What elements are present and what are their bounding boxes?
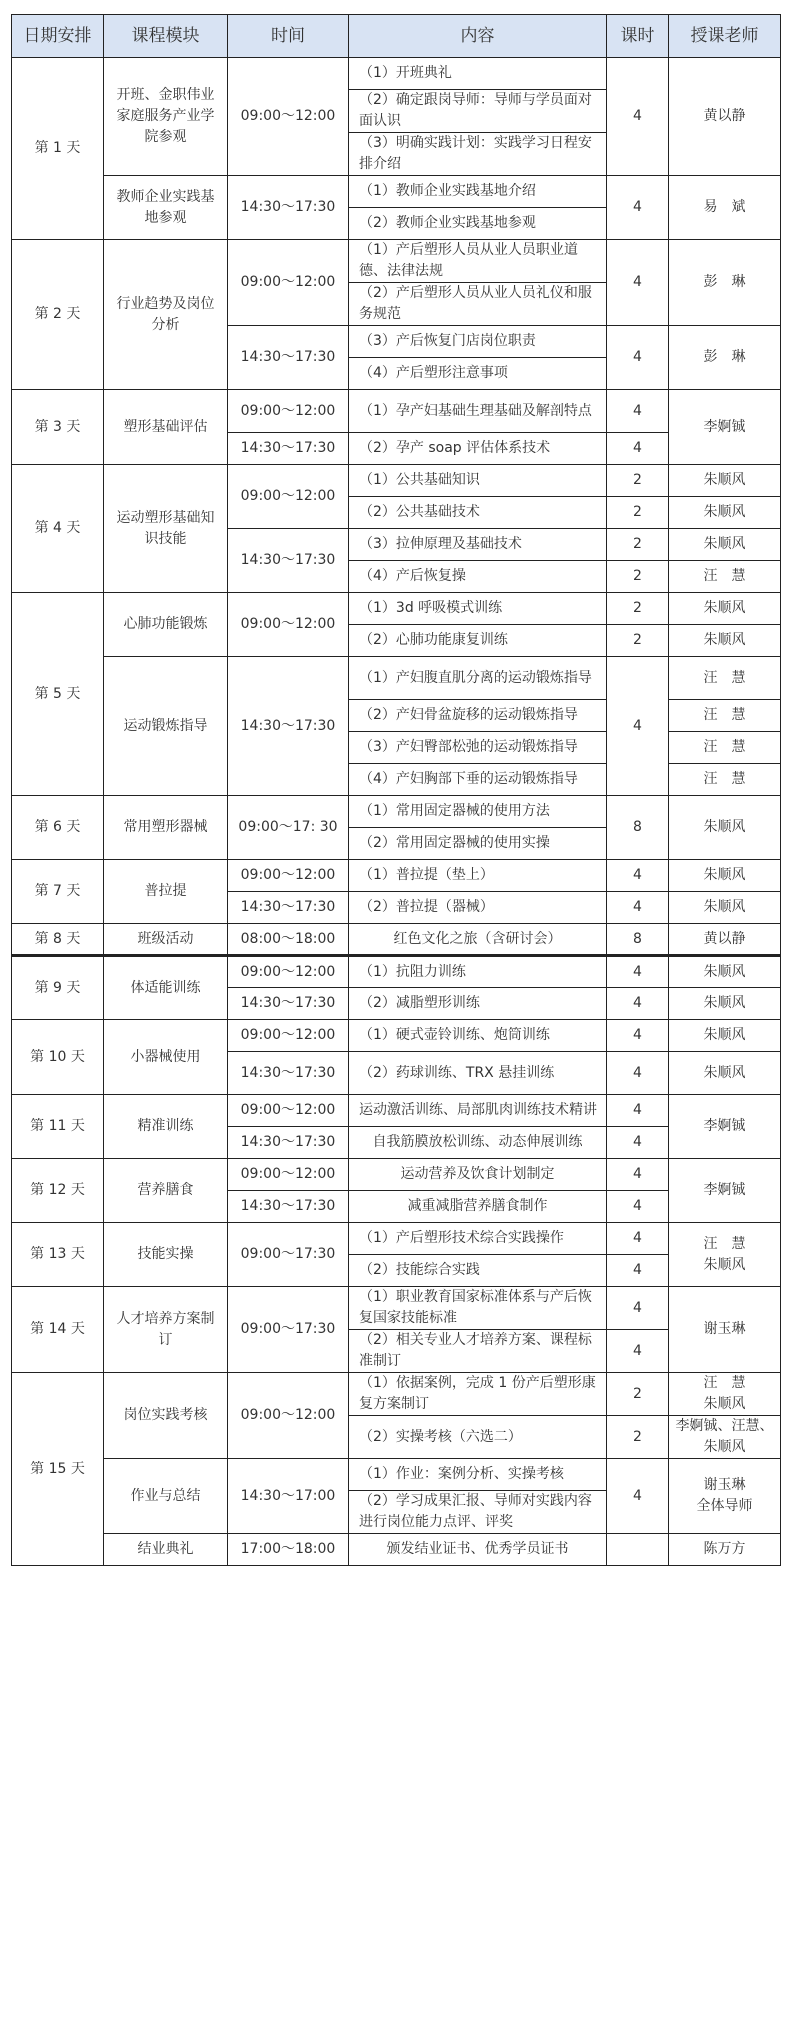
module-cell: 结业典礼 bbox=[104, 1534, 228, 1566]
content-cell: （2）普拉提（器械） bbox=[349, 892, 607, 924]
teacher-cell: 陈万方 bbox=[669, 1534, 781, 1566]
teacher-cell: 谢玉琳 全体导师 bbox=[669, 1459, 781, 1534]
module-cell: 运动锻炼指导 bbox=[104, 657, 228, 796]
hours-cell: 2 bbox=[607, 529, 669, 561]
content-cell: （1）公共基础知识 bbox=[349, 465, 607, 497]
teacher-cell: 谢玉琳 bbox=[669, 1287, 781, 1373]
time-cell: 14:30～17:30 bbox=[228, 1191, 349, 1223]
teacher-cell: 朱顺风 bbox=[669, 956, 781, 988]
time-cell: 09:00～12:00 bbox=[228, 593, 349, 657]
hours-cell: 4 bbox=[607, 390, 669, 433]
module-cell: 常用塑形器械 bbox=[104, 796, 228, 860]
teacher-cell: 朱顺风 bbox=[669, 988, 781, 1020]
teacher-cell: 汪 慧 朱顺风 bbox=[669, 1223, 781, 1287]
teacher-cell: 朱顺风 bbox=[669, 892, 781, 924]
hours-cell: 2 bbox=[607, 561, 669, 593]
content-cell: （2）公共基础技术 bbox=[349, 497, 607, 529]
teacher-cell: 朱顺风 bbox=[669, 1052, 781, 1095]
day-cell: 第 13 天 bbox=[12, 1223, 104, 1287]
table-row bbox=[12, 924, 781, 956]
day-cell: 第 10 天 bbox=[12, 1020, 104, 1095]
table-row bbox=[12, 1095, 781, 1127]
content-cell: （4）产后塑形注意事项 bbox=[349, 358, 607, 390]
hours-cell: 4 bbox=[607, 433, 669, 465]
content-cell: （1）职业教育国家标准体系与产后恢复国家技能标准 bbox=[349, 1287, 607, 1330]
table-row bbox=[12, 176, 781, 208]
content-cell: 减重减脂营养膳食制作 bbox=[349, 1191, 607, 1223]
module-cell: 普拉提 bbox=[104, 860, 228, 924]
module-cell: 开班、金职伟业家庭服务产业学院参观 bbox=[104, 58, 228, 176]
day-cell: 第 4 天 bbox=[12, 465, 104, 593]
schedule-body bbox=[12, 58, 781, 1566]
content-cell: （1）开班典礼 bbox=[349, 58, 607, 90]
teacher-cell: 朱顺风 bbox=[669, 860, 781, 892]
teacher-cell: 李婀铖、汪慧、朱顺风 bbox=[669, 1416, 781, 1459]
content-cell: （2）产妇骨盆旋移的运动锻炼指导 bbox=[349, 700, 607, 732]
time-cell: 14:30～17:30 bbox=[228, 892, 349, 924]
time-cell: 14:30～17:30 bbox=[228, 1127, 349, 1159]
time-cell: 14:30～17:30 bbox=[228, 326, 349, 390]
module-cell: 班级活动 bbox=[104, 924, 228, 956]
content-cell: （2）技能综合实践 bbox=[349, 1255, 607, 1287]
teacher-cell: 李婀铖 bbox=[669, 1095, 781, 1159]
day-cell: 第 11 天 bbox=[12, 1095, 104, 1159]
time-cell: 09:00～12:00 bbox=[228, 58, 349, 176]
hours-cell: 2 bbox=[607, 1416, 669, 1459]
hours-cell: 4 bbox=[607, 1020, 669, 1052]
hours-cell: 4 bbox=[607, 1127, 669, 1159]
module-cell: 运动塑形基础知识技能 bbox=[104, 465, 228, 593]
teacher-cell: 朱顺风 bbox=[669, 593, 781, 625]
teacher-cell: 朱顺风 bbox=[669, 465, 781, 497]
module-cell: 岗位实践考核 bbox=[104, 1373, 228, 1459]
content-cell: （1）抗阻力训练 bbox=[349, 956, 607, 988]
teacher-cell: 汪 慧 bbox=[669, 657, 781, 700]
table-header-row bbox=[12, 15, 781, 58]
hours-cell: 8 bbox=[607, 924, 669, 956]
header-content: 内容 bbox=[349, 15, 607, 58]
content-cell: 自我筋膜放松训练、动态伸展训练 bbox=[349, 1127, 607, 1159]
hours-cell: 2 bbox=[607, 497, 669, 529]
module-cell: 人才培养方案制订 bbox=[104, 1287, 228, 1373]
module-cell: 体适能训练 bbox=[104, 956, 228, 1020]
content-cell: 运动营养及饮食计划制定 bbox=[349, 1159, 607, 1191]
hours-cell: 4 bbox=[607, 657, 669, 796]
content-cell: （3）产后恢复门店岗位职责 bbox=[349, 326, 607, 358]
teacher-cell: 朱顺风 bbox=[669, 796, 781, 860]
day-cell: 第 12 天 bbox=[12, 1159, 104, 1223]
time-cell: 14:30～17:30 bbox=[228, 529, 349, 593]
hours-cell: 4 bbox=[607, 860, 669, 892]
time-cell: 09:00～17:30 bbox=[228, 1223, 349, 1287]
content-cell: （1）3d 呼吸模式训练 bbox=[349, 593, 607, 625]
teacher-cell: 李婀铖 bbox=[669, 390, 781, 465]
content-cell: （2）教师企业实践基地参观 bbox=[349, 208, 607, 240]
hours-cell: 4 bbox=[607, 1459, 669, 1534]
day-cell: 第 6 天 bbox=[12, 796, 104, 860]
table-row bbox=[12, 1159, 781, 1191]
table-row bbox=[12, 796, 781, 828]
table-row bbox=[12, 58, 781, 90]
teacher-cell: 汪 慧 bbox=[669, 700, 781, 732]
content-cell: 运动激活训练、局部肌肉训练技术精讲 bbox=[349, 1095, 607, 1127]
module-cell: 行业趋势及岗位分析 bbox=[104, 240, 228, 390]
teacher-cell: 黄以静 bbox=[669, 924, 781, 956]
teacher-cell: 彭 琳 bbox=[669, 326, 781, 390]
time-cell: 14:30～17:30 bbox=[228, 657, 349, 796]
time-cell: 14:30～17:00 bbox=[228, 1459, 349, 1534]
day-cell: 第 7 天 bbox=[12, 860, 104, 924]
day-cell: 第 15 天 bbox=[12, 1373, 104, 1566]
content-cell: （3）明确实践计划：实践学习日程安排介绍 bbox=[349, 133, 607, 176]
hours-cell: 4 bbox=[607, 1052, 669, 1095]
header-module: 课程模块 bbox=[104, 15, 228, 58]
content-cell: （4）产妇胸部下垂的运动锻炼指导 bbox=[349, 764, 607, 796]
content-cell: （2）药球训练、TRX 悬挂训练 bbox=[349, 1052, 607, 1095]
content-cell: （1）教师企业实践基地介绍 bbox=[349, 176, 607, 208]
content-cell: （2）心肺功能康复训练 bbox=[349, 625, 607, 657]
teacher-cell: 朱顺风 bbox=[669, 497, 781, 529]
hours-cell: 4 bbox=[607, 988, 669, 1020]
content-cell: 颁发结业证书、优秀学员证书 bbox=[349, 1534, 607, 1566]
hours-cell: 4 bbox=[607, 1330, 669, 1373]
day-cell: 第 1 天 bbox=[12, 58, 104, 240]
module-cell: 塑形基础评估 bbox=[104, 390, 228, 465]
hours-cell bbox=[607, 1534, 669, 1566]
hours-cell: 4 bbox=[607, 58, 669, 176]
content-cell: （1）作业：案例分析、实操考核 bbox=[349, 1459, 607, 1491]
module-cell: 小器械使用 bbox=[104, 1020, 228, 1095]
content-cell: （1）常用固定器械的使用方法 bbox=[349, 796, 607, 828]
table-row bbox=[12, 465, 781, 497]
content-cell: （2）学习成果汇报、导师对实践内容进行岗位能力点评、评奖 bbox=[349, 1491, 607, 1534]
teacher-cell: 汪 慧 bbox=[669, 764, 781, 796]
time-cell: 09:00～12:00 bbox=[228, 1159, 349, 1191]
content-cell: （2）孕产 soap 评估体系技术 bbox=[349, 433, 607, 465]
table-row bbox=[12, 956, 781, 988]
hours-cell: 4 bbox=[607, 1287, 669, 1330]
time-cell: 14:30～17:30 bbox=[228, 988, 349, 1020]
hours-cell: 2 bbox=[607, 465, 669, 497]
hours-cell: 2 bbox=[607, 1373, 669, 1416]
teacher-cell: 李婀铖 bbox=[669, 1159, 781, 1223]
content-cell: （1）普拉提（垫上） bbox=[349, 860, 607, 892]
time-cell: 09:00～12:00 bbox=[228, 240, 349, 326]
hours-cell: 4 bbox=[607, 1191, 669, 1223]
time-cell: 14:30～17:30 bbox=[228, 433, 349, 465]
content-cell: （2）实操考核（六选二） bbox=[349, 1416, 607, 1459]
hours-cell: 4 bbox=[607, 176, 669, 240]
teacher-cell: 彭 琳 bbox=[669, 240, 781, 326]
time-cell: 09:00～12:00 bbox=[228, 465, 349, 529]
hours-cell: 4 bbox=[607, 892, 669, 924]
day-cell: 第 8 天 bbox=[12, 924, 104, 956]
table-row bbox=[12, 1534, 781, 1566]
content-cell: （1）产后塑形技术综合实践操作 bbox=[349, 1223, 607, 1255]
hours-cell: 2 bbox=[607, 625, 669, 657]
hours-cell: 4 bbox=[607, 240, 669, 326]
hours-cell: 4 bbox=[607, 326, 669, 390]
table-row bbox=[12, 1287, 781, 1330]
content-cell: （1）依据案例，完成 1 份产后塑形康复方案制订 bbox=[349, 1373, 607, 1416]
time-cell: 09:00～12:00 bbox=[228, 1095, 349, 1127]
schedule-table bbox=[11, 14, 781, 1566]
day-cell: 第 14 天 bbox=[12, 1287, 104, 1373]
content-cell: （2）减脂塑形训练 bbox=[349, 988, 607, 1020]
teacher-cell: 汪 慧 bbox=[669, 732, 781, 764]
time-cell: 09:00～12:00 bbox=[228, 860, 349, 892]
table-row bbox=[12, 860, 781, 892]
content-cell: （1）产妇腹直肌分离的运动锻炼指导 bbox=[349, 657, 607, 700]
content-cell: 红色文化之旅（含研讨会） bbox=[349, 924, 607, 956]
header-time: 时间 bbox=[228, 15, 349, 58]
module-cell: 心肺功能锻炼 bbox=[104, 593, 228, 657]
teacher-cell: 朱顺风 bbox=[669, 625, 781, 657]
table-row bbox=[12, 1459, 781, 1491]
module-cell: 教师企业实践基地参观 bbox=[104, 176, 228, 240]
content-cell: （3）产妇臀部松弛的运动锻炼指导 bbox=[349, 732, 607, 764]
time-cell: 09:00～17:30 bbox=[228, 1287, 349, 1373]
module-cell: 作业与总结 bbox=[104, 1459, 228, 1534]
time-cell: 09:00～12:00 bbox=[228, 1373, 349, 1459]
teacher-cell: 朱顺风 bbox=[669, 1020, 781, 1052]
time-cell: 09:00～12:00 bbox=[228, 1020, 349, 1052]
module-cell: 营养膳食 bbox=[104, 1159, 228, 1223]
hours-cell: 4 bbox=[607, 1095, 669, 1127]
teacher-cell: 汪 慧 bbox=[669, 561, 781, 593]
table-row bbox=[12, 657, 781, 700]
content-cell: （1）硬式壶铃训练、炮筒训练 bbox=[349, 1020, 607, 1052]
content-cell: （2）产后塑形人员从业人员礼仪和服务规范 bbox=[349, 283, 607, 326]
time-cell: 08:00～18:00 bbox=[228, 924, 349, 956]
content-cell: （3）拉伸原理及基础技术 bbox=[349, 529, 607, 561]
time-cell: 09:00～12:00 bbox=[228, 390, 349, 433]
teacher-cell: 朱顺风 bbox=[669, 529, 781, 561]
content-cell: （1）产后塑形人员从业人员职业道德、法律法规 bbox=[349, 240, 607, 283]
time-cell: 14:30～17:30 bbox=[228, 176, 349, 240]
hours-cell: 8 bbox=[607, 796, 669, 860]
teacher-cell: 黄以静 bbox=[669, 58, 781, 176]
time-cell: 09:00～12:00 bbox=[228, 956, 349, 988]
table-row bbox=[12, 240, 781, 283]
header-teacher: 授课老师 bbox=[669, 15, 781, 58]
hours-cell: 4 bbox=[607, 956, 669, 988]
time-cell: 14:30～17:30 bbox=[228, 1052, 349, 1095]
time-cell: 17:00～18:00 bbox=[228, 1534, 349, 1566]
hours-cell: 4 bbox=[607, 1255, 669, 1287]
day-cell: 第 3 天 bbox=[12, 390, 104, 465]
table-row bbox=[12, 1373, 781, 1416]
day-cell: 第 2 天 bbox=[12, 240, 104, 390]
table-row bbox=[12, 593, 781, 625]
content-cell: （2）相关专业人才培养方案、课程标准制订 bbox=[349, 1330, 607, 1373]
teacher-cell: 汪 慧 朱顺风 bbox=[669, 1373, 781, 1416]
content-cell: （4）产后恢复操 bbox=[349, 561, 607, 593]
hours-cell: 2 bbox=[607, 593, 669, 625]
header-hours: 课时 bbox=[607, 15, 669, 58]
teacher-cell: 易 斌 bbox=[669, 176, 781, 240]
content-cell: （2）常用固定器械的使用实操 bbox=[349, 828, 607, 860]
day-cell: 第 9 天 bbox=[12, 956, 104, 1020]
hours-cell: 4 bbox=[607, 1223, 669, 1255]
module-cell: 精准训练 bbox=[104, 1095, 228, 1159]
table-row bbox=[12, 390, 781, 433]
time-cell: 09:00～17: 30 bbox=[228, 796, 349, 860]
table-row bbox=[12, 1223, 781, 1255]
hours-cell: 4 bbox=[607, 1159, 669, 1191]
module-cell: 技能实操 bbox=[104, 1223, 228, 1287]
day-cell: 第 5 天 bbox=[12, 593, 104, 796]
header-date: 日期安排 bbox=[12, 15, 104, 58]
table-row bbox=[12, 1020, 781, 1052]
content-cell: （1）孕产妇基础生理基础及解剖特点 bbox=[349, 390, 607, 433]
content-cell: （2）确定跟岗导师：导师与学员面对面认识 bbox=[349, 90, 607, 133]
